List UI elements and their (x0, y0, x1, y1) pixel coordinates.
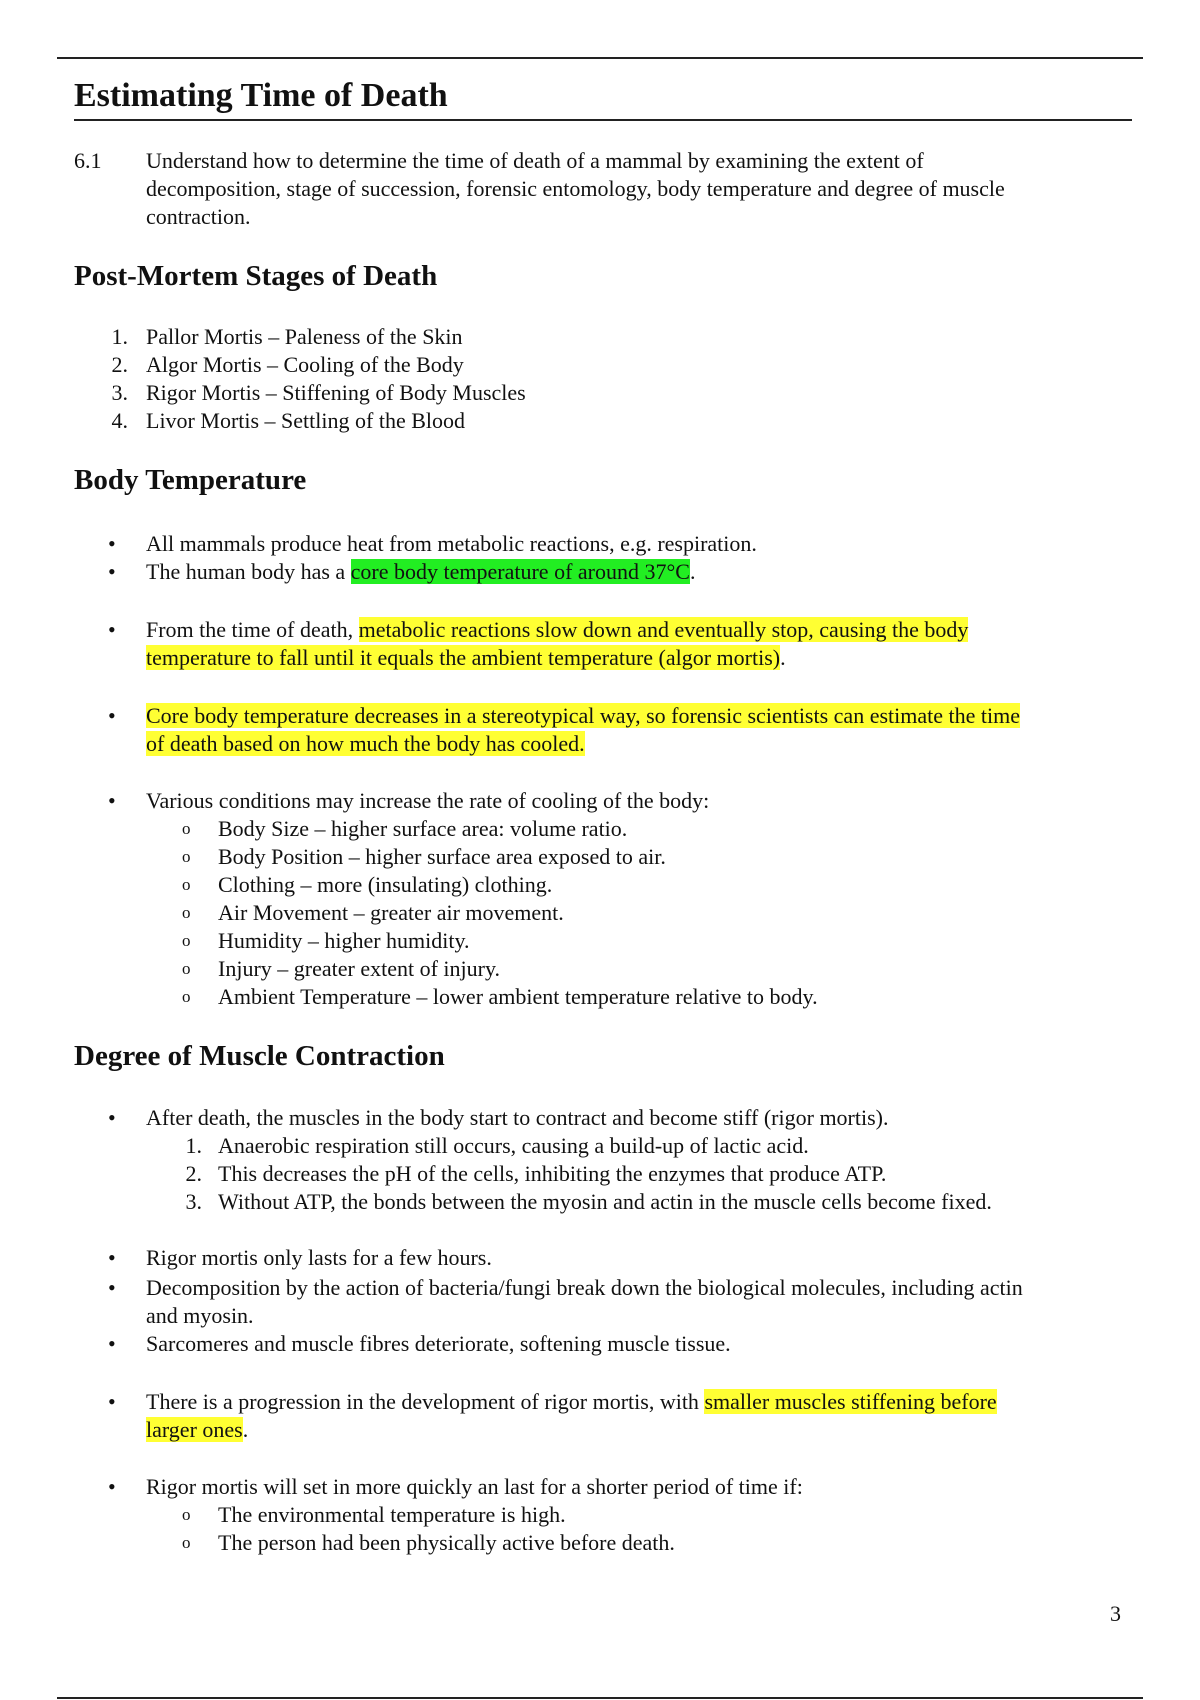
muscle-bullet-3-line-2: and myosin. (146, 1303, 254, 1328)
sub-bullet-icon: o (182, 1505, 191, 1524)
sub-bullet-icon: o (182, 875, 191, 894)
muscle-bullet-4: Sarcomeres and muscle fibres deteriorate, softening muscle tissue. (146, 1331, 731, 1356)
objective-line-1: Understand how to determine the time of death of a mammal by examining the extent of (146, 148, 924, 173)
highlight-green: core body temperature of around 37°C (350, 559, 690, 584)
sub-bullet-icon: o (182, 987, 191, 1006)
muscle-bullet-5-line-1: There is a progression in the development of rigor mortis, with smaller muscles stiffening before (146, 1389, 997, 1414)
stage-number: 1. (111, 324, 128, 349)
bullet-icon: • (108, 1105, 116, 1130)
bottom-rule (57, 1697, 1143, 1699)
step-item: Without ATP, the bonds between the myosin and actin in the muscle cells become fixed. (218, 1189, 992, 1214)
bullet-icon: • (108, 703, 116, 728)
sub-bullet-icon: o (182, 1533, 191, 1552)
temp-bullet-4-line-2 (146, 730, 585, 758)
stages-heading: Post-Mortem Stages of Death (74, 260, 438, 292)
temp-bullet-1: All mammals produce heat from metabolic reactions, e.g. respiration. (146, 531, 757, 556)
stage-item: Algor Mortis – Cooling of the Body (146, 352, 464, 377)
body-temperature-heading: Body Temperature (74, 464, 307, 496)
condition-item: Ambient Temperature – lower ambient temperature relative to body. (218, 984, 818, 1009)
objective-line-3: contraction. (146, 204, 251, 229)
page-number: 3 (1110, 1601, 1121, 1626)
objective-number: 6.1 (74, 148, 102, 173)
bullet-icon: • (108, 617, 116, 642)
stage-item: Rigor Mortis – Stiffening of Body Muscles (146, 380, 526, 405)
sub-bullet-icon: o (182, 931, 191, 950)
stage-item: Pallor Mortis – Paleness of the Skin (146, 324, 463, 349)
bullet-icon: • (108, 531, 116, 556)
highlight-yellow: Core body temperature decreases in a stereotypical way, so forensic scientists can estimate the time (146, 703, 1020, 728)
highlight-yellow: smaller muscles stiffening before (704, 1389, 997, 1414)
condition-item: Injury – greater extent of injury. (218, 956, 501, 981)
stage-item: Livor Mortis – Settling of the Blood (146, 408, 465, 433)
temp-bullet-2: The human body has a core body temperature of around 37°C. (146, 559, 696, 584)
muscle-bullet-3-line-1: Decomposition by the action of bacteria/fungi break down the biological molecules, including actin (146, 1275, 1023, 1300)
highlight-yellow: larger ones (146, 1417, 243, 1442)
bullet-icon: • (108, 1474, 116, 1499)
step-number: 1. (185, 1133, 202, 1158)
sub-bullet-icon: o (182, 847, 191, 866)
bullet-icon: • (108, 1389, 116, 1414)
stage-number: 3. (111, 380, 128, 405)
condition-item: Humidity – higher humidity. (218, 928, 470, 953)
highlight-yellow: temperature to fall until it equals the ambient temperature (algor mortis) (146, 645, 781, 670)
bullet-icon: • (108, 559, 116, 584)
stage-number: 2. (111, 352, 128, 377)
highlight-yellow: metabolic reactions slow down and eventually stop, causing the body (358, 617, 969, 642)
page-title: Estimating Time of Death (74, 75, 1132, 121)
condition-item: Air Movement – greater air movement. (218, 900, 564, 925)
top-rule (57, 57, 1143, 59)
condition-item: Clothing – more (insulating) clothing. (218, 872, 553, 897)
condition-item: Body Position – higher surface area exposed to air. (218, 844, 666, 869)
bullet-icon: • (108, 1275, 116, 1300)
muscle-bullet-2: Rigor mortis only lasts for a few hours. (146, 1245, 492, 1270)
step-item: Anaerobic respiration still occurs, causing a build-up of lactic acid. (218, 1133, 809, 1158)
muscle-bullet-5-line-2: larger ones. (146, 1417, 249, 1442)
bullet-icon: • (108, 1245, 116, 1270)
highlight-yellow: of death based on how much the body has cooled. (146, 731, 585, 756)
stage-number: 4. (111, 408, 128, 433)
objective-line-2: decomposition, stage of succession, forensic entomology, body temperature and degree of muscle (146, 176, 1005, 201)
bullet-icon: • (108, 788, 116, 813)
condition-item: Body Size – higher surface area: volume ratio. (218, 816, 628, 841)
step-number: 2. (185, 1161, 202, 1186)
step-item: This decreases the pH of the cells, inhibiting the enzymes that produce ATP. (218, 1161, 887, 1186)
muscle-bullet-6: Rigor mortis will set in more quickly an last for a shorter period of time if: (146, 1474, 803, 1499)
temp-bullet-3-line-1: From the time of death, metabolic reactions slow down and eventually stop, causing the body (146, 617, 969, 642)
factor-item: The environmental temperature is high. (218, 1502, 566, 1527)
temp-bullet-5: Various conditions may increase the rate of cooling of the body: (146, 788, 710, 813)
bullet-icon: • (108, 1331, 116, 1356)
muscle-heading: Degree of Muscle Contraction (74, 1040, 445, 1072)
temp-bullet-4-line-1 (146, 702, 1020, 730)
temp-bullet-3-line-2: temperature to fall until it equals the ambient temperature (algor mortis). (146, 645, 786, 670)
sub-bullet-icon: o (182, 959, 191, 978)
factor-item: The person had been physically active before death. (218, 1530, 675, 1555)
step-number: 3. (185, 1189, 202, 1214)
sub-bullet-icon: o (182, 819, 191, 838)
sub-bullet-icon: o (182, 903, 191, 922)
muscle-bullet-1: After death, the muscles in the body start to contract and become stiff (rigor mortis). (146, 1105, 889, 1130)
